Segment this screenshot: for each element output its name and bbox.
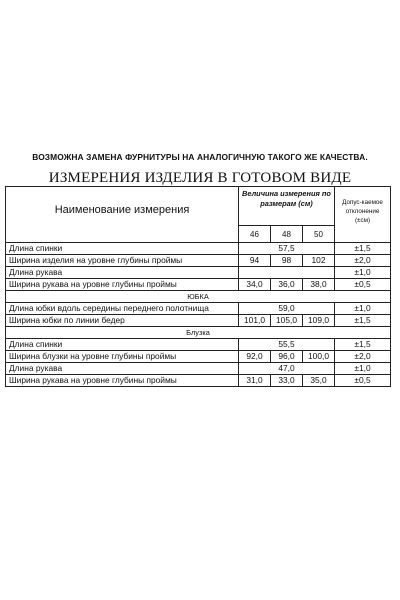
row-name: Ширина изделия на уровне глубины проймы <box>6 255 239 267</box>
row-tolerance: ±2,0 <box>335 255 391 267</box>
row-value-50: 100,0 <box>303 351 335 363</box>
row-value-48: 36,0 <box>271 279 303 291</box>
table-row <box>6 375 391 387</box>
row-value: 47,0 <box>239 363 335 375</box>
size-50: 50 <box>303 226 335 243</box>
row-tolerance: ±0,5 <box>335 279 391 291</box>
row-name: Длина спинки <box>6 339 239 351</box>
row-value: 57,5 <box>239 243 335 255</box>
row-value-46: 94 <box>239 255 271 267</box>
row-value-50: 109,0 <box>303 315 335 327</box>
row-name: Ширина блузки на уровне глубины проймы <box>6 351 239 363</box>
row-tolerance: ±1,5 <box>335 339 391 351</box>
section-header-blouse <box>6 327 391 339</box>
row-value-48: 105,0 <box>271 315 303 327</box>
row-name: Ширина рукава на уровне глубины проймы <box>6 279 239 291</box>
header-name: Наименование измерения <box>6 187 239 243</box>
row-value: 55,5 <box>239 339 335 351</box>
measurements-table <box>5 186 391 387</box>
row-value-46: 101,0 <box>239 315 271 327</box>
row-value-50: 35,0 <box>303 375 335 387</box>
page-title: ИЗМЕРЕНИЯ ИЗДЕЛИЯ В ГОТОВОМ ВИДЕ <box>48 170 352 186</box>
row-tolerance: ±0,5 <box>335 375 391 387</box>
row-value-48: 33,0 <box>271 375 303 387</box>
header-tolerance: Допус-каемое отклонение (±см) <box>335 187 391 243</box>
row-value-48: 98 <box>271 255 303 267</box>
table-row <box>6 351 391 363</box>
row-name: Ширина рукава на уровне глубины проймы <box>6 375 239 387</box>
row-value: 59,0 <box>239 303 335 315</box>
table-row <box>6 303 391 315</box>
table-row <box>6 363 391 375</box>
table-row <box>6 255 391 267</box>
row-tolerance: ±1,5 <box>335 243 391 255</box>
table-row <box>6 279 391 291</box>
row-name: Длина рукава <box>6 363 239 375</box>
section-skirt-label: ЮБКА <box>6 291 391 303</box>
size-46: 46 <box>239 226 271 243</box>
fittings-notice: ВОЗМОЖНА ЗАМЕНА ФУРНИТУРЫ НА АНАЛОГИЧНУЮ ТАКОГО ЖЕ КАЧЕСТВА. <box>32 152 368 162</box>
header-size-value: Величина измерения по размерам (см) <box>239 187 335 226</box>
row-tolerance: ±1,0 <box>335 303 391 315</box>
row-tolerance: ±1,0 <box>335 363 391 375</box>
section-header-skirt <box>6 291 391 303</box>
row-tolerance: ±1,5 <box>335 315 391 327</box>
row-name: Длина рукава <box>6 267 239 279</box>
row-value-46: 34,0 <box>239 279 271 291</box>
table-row <box>6 315 391 327</box>
row-value-46: 92,0 <box>239 351 271 363</box>
row-name: Длина спинки <box>6 243 239 255</box>
size-48: 48 <box>271 226 303 243</box>
section-blouse-label: Блузка <box>6 327 391 339</box>
table-row <box>6 267 391 279</box>
row-value-50: 102 <box>303 255 335 267</box>
row-value <box>239 267 335 279</box>
table-row <box>6 339 391 351</box>
row-value-50: 38,0 <box>303 279 335 291</box>
row-tolerance: ±2,0 <box>335 351 391 363</box>
table-row <box>6 243 391 255</box>
row-value-46: 31,0 <box>239 375 271 387</box>
table-header-row <box>6 187 391 226</box>
row-tolerance: ±1,0 <box>335 267 391 279</box>
row-value-48: 96,0 <box>271 351 303 363</box>
row-name: Длина юбки вдоль середины переднего полотнища <box>6 303 239 315</box>
row-name: Ширина юбки по линии бедер <box>6 315 239 327</box>
